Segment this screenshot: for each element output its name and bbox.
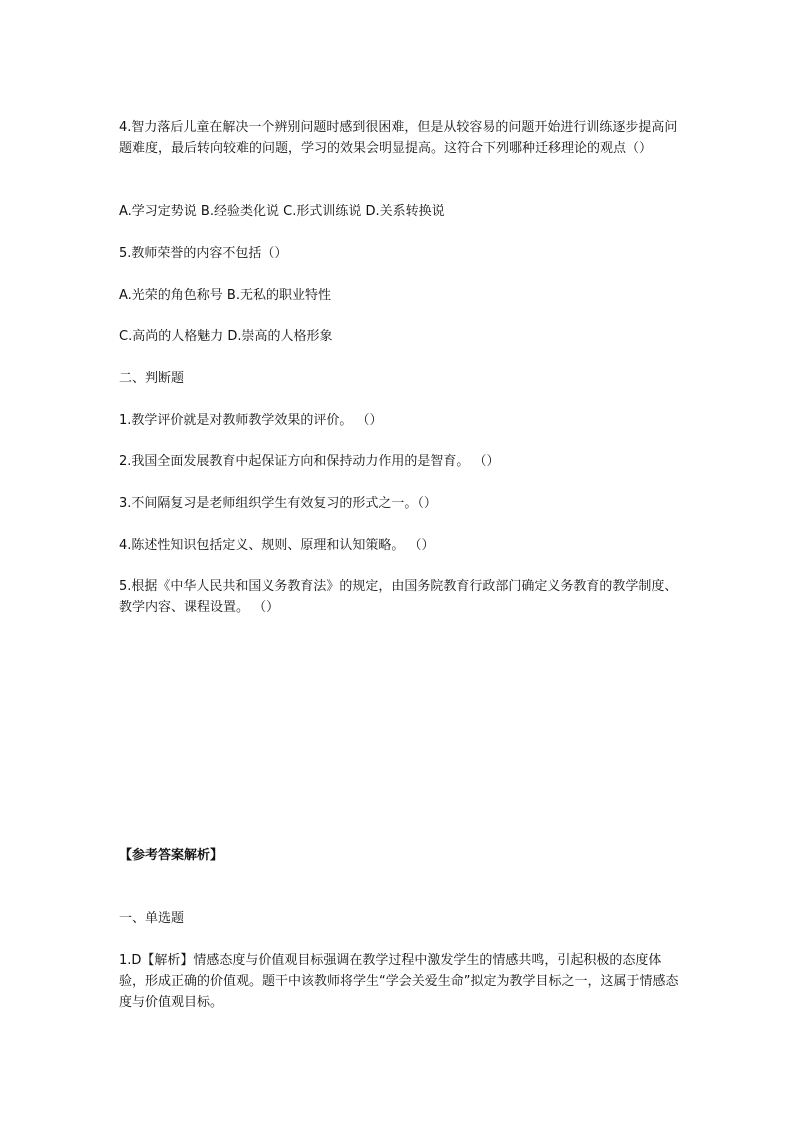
section-title-judge: 二、判断题 [119, 371, 185, 386]
answer-1: 1.D【解析】情感态度与价值观目标强调在教学过程中激发学生的情感共鸣，引起积极的态度体验，形成正确的价值观。题干中该教师将学生“学会关爱生命”拟定为教学目标之一，这属于情感态度与价值观目标。 [119, 953, 679, 1010]
judge-item-1: 1.教学评价就是对教师教学效果的评价。 （） [119, 413, 383, 428]
judge-item-4: 4.陈述性知识包括定义、规则、原理和认知策略。 （） [119, 538, 435, 553]
question-5-text: 5.教师荣誉的内容不包括（） [119, 246, 288, 261]
answer-section-title: 一、单选题 [119, 911, 185, 926]
question-5-options-line-2: C.高尚的人格魅力 D.崇高的人格形象 [119, 329, 333, 344]
question-5-options-line-1: A.光荣的角色称号 B.无私的职业特性 [119, 288, 331, 303]
question-4-text: 4.智力落后儿童在解决一个辨别问题时感到很困难，但是从较容易的问题开始进行训练逐步提高问题难度，最后转向较难的问题，学习的效果会明显提高。这符合下列哪种迁移理论的观点（） [119, 120, 678, 156]
question-4-options: A.学习定势说 B.经验类化说 C.形式训练说 D.关系转换说 [119, 204, 445, 219]
judge-item-2: 2.我国全面发展教育中起保证方向和保持动力作用的是智育。 （） [119, 454, 500, 469]
judge-item-3: 3.不间隔复习是老师组织学生有效复习的形式之一。（） [119, 496, 437, 511]
answer-heading: 【参考答案解析】 [119, 848, 224, 863]
judge-item-5: 5.根据《中华人民共和国义务教育法》的规定，由国务院教育行政部门确定义务教育的教学制度、教学内容、课程设置。 （） [119, 579, 678, 615]
